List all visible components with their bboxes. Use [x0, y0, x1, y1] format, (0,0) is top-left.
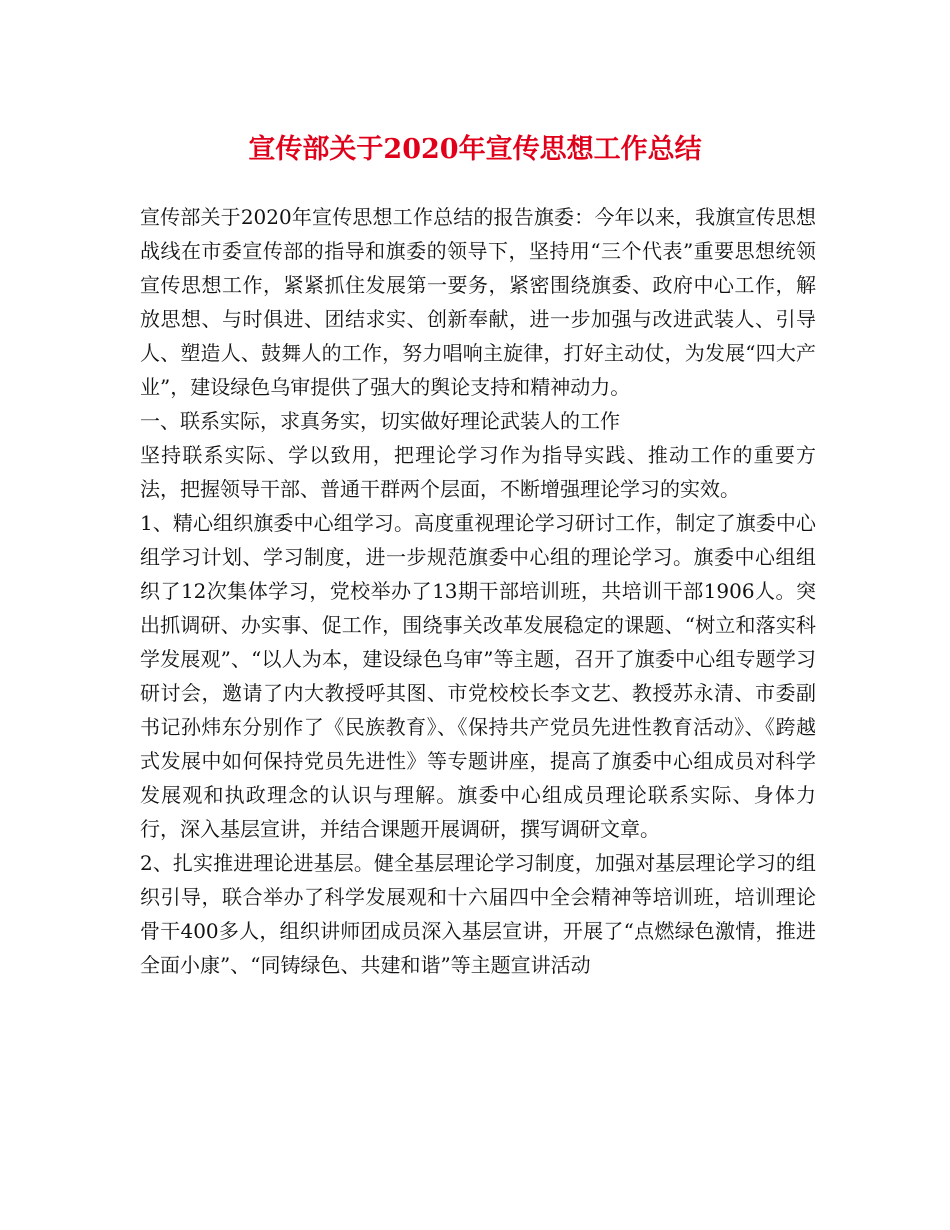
item-1-paragraph: 1、精心组织旗委中心组学习。高度重视理论学习研讨工作，制定了旗委中心组学习计划、学习制度，进一步规范旗委中心组的理论学习。旗委中心组组织了12次集体学习，党校举办了13期干部培训班，共培训干部1906人。突出抓调研、办实事、促工作，围绕事关改革发展稳定的课题、“树立和落实科学发展观”、“以人为本，建设绿色乌审”等主题，召开了旗委中心组专题学习研讨会，邀请了内大教授呼其图、市党校校长李文艺、教授苏永清、市委副书记孙炜东分别作了《民族教育》、《保持共产党员先进性教育活动》、《跨越式发展中如何保持党员先进性》等专题讲座，提高了旗委中心组成员对科学发展观和执政理念的认识与理解。旗委中心组成员理论联系实际、身体力行，深入基层宣讲，并结合课题开展调研，撰写调研文章。 — [140, 511, 816, 841]
section-heading-1: 一、联系实际，求真务实，切实做好理论武装人的工作 — [140, 409, 620, 433]
section-1-summary: 坚持联系实际、学以致用，把理论学习作为指导实践、推动工作的重要方法，把握领导干部、普通干群两个层面，不断增强理论学习的实效。 — [140, 443, 816, 501]
document-title: 宣传部关于2020年宣传思想工作总结 — [248, 134, 702, 165]
document-body — [140, 200, 816, 982]
item-2-paragraph: 2、扎实推进理论进基层。健全基层理论学习制度，加强对基层理论学习的组织引导，联合举办了科学发展观和十六届四中全会精神等培训班，培训理论骨干400多人，组织讲师团成员深入基层宣讲，开展了“点燃绿色激情，推进全面小康”、“同铸绿色、共建和谐”等主题宣讲活动 — [140, 851, 816, 977]
intro-paragraph: 宣传部关于2020年宣传思想工作总结的报告旗委：今年以来，我旗宣传思想战线在市委宣传部的指导和旗委的领导下，坚持用“三个代表”重要思想统领宣传思想工作，紧紧抓住发展第一要务，紧密围绕旗委、政府中心工作，解放思想、与时俱进、团结求实、创新奉献，进一步加强与改进武装人、引导人、塑造人、鼓舞人的工作，努力唱响主旋律，打好主动仗，为发展“四大产业”，建设绿色乌审提供了强大的舆论支持和精神动力。 — [140, 205, 816, 399]
